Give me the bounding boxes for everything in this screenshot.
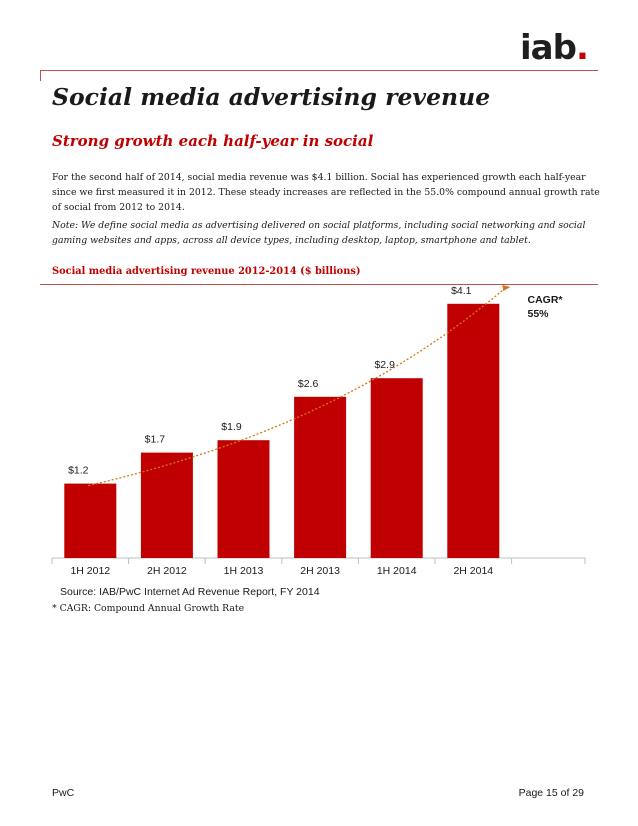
bar-1h-2012	[64, 484, 116, 558]
bar-value-label: $1.7	[144, 433, 166, 446]
bar-value-label: $2.6	[297, 377, 319, 390]
bar-2h-2013	[294, 397, 346, 558]
page-title: Social media advertising revenue	[52, 83, 491, 111]
cagr-annotation-value: 55%	[527, 308, 549, 320]
bar-value-label: $2.9	[374, 359, 395, 372]
page-number: Page 15 of 29	[518, 787, 584, 799]
bar-value-label: $1.2	[68, 464, 89, 477]
bar-value-label: $4.1	[451, 284, 472, 297]
logo-text: iab	[520, 28, 576, 68]
definition-note: Note: We define social media as advertising delivered on social platforms, including social networking and social gaming websites and apps, across all device types, including desktop, laptop, smartphone and tablet.	[52, 220, 586, 246]
cagr-footnote: * CAGR: Compound Annual Growth Rate	[52, 603, 245, 614]
x-tick-label: 2H 2014	[453, 565, 494, 577]
bar-2h-2012	[141, 453, 193, 558]
body-paragraph: For the second half of 2014, social media revenue was $4.1 billion. Social has experienced growth each half-year since we first measured it in 2012. These steady increases are reflected in the 55.0% compound annual growth rate of social from 2012 to 2014.	[52, 172, 600, 213]
cagr-annotation-label: CAGR*	[527, 294, 563, 306]
footer-brand: PwC	[52, 787, 75, 799]
chart-source: Source: IAB/PwC Internet Ad Revenue Report, FY 2014	[60, 586, 320, 598]
bar-2h-2014	[447, 304, 499, 558]
page-subtitle: Strong growth each half-year in social	[52, 132, 374, 150]
bar-value-label: $1.9	[221, 421, 242, 434]
x-tick-label: 2H 2013	[300, 565, 340, 577]
trendline-arrowhead	[502, 285, 510, 291]
x-tick-label: 1H 2013	[223, 565, 264, 577]
bar-1h-2014	[371, 378, 423, 558]
x-tick-label: 1H 2014	[376, 565, 417, 577]
bar-1h-2013	[218, 440, 270, 558]
chart-title: Social media advertising revenue 2012-2014 ($ billions)	[52, 266, 361, 277]
logo-dot: .	[575, 28, 588, 68]
x-tick-label: 1H 2012	[70, 565, 111, 577]
x-tick-label: 2H 2012	[147, 565, 187, 577]
